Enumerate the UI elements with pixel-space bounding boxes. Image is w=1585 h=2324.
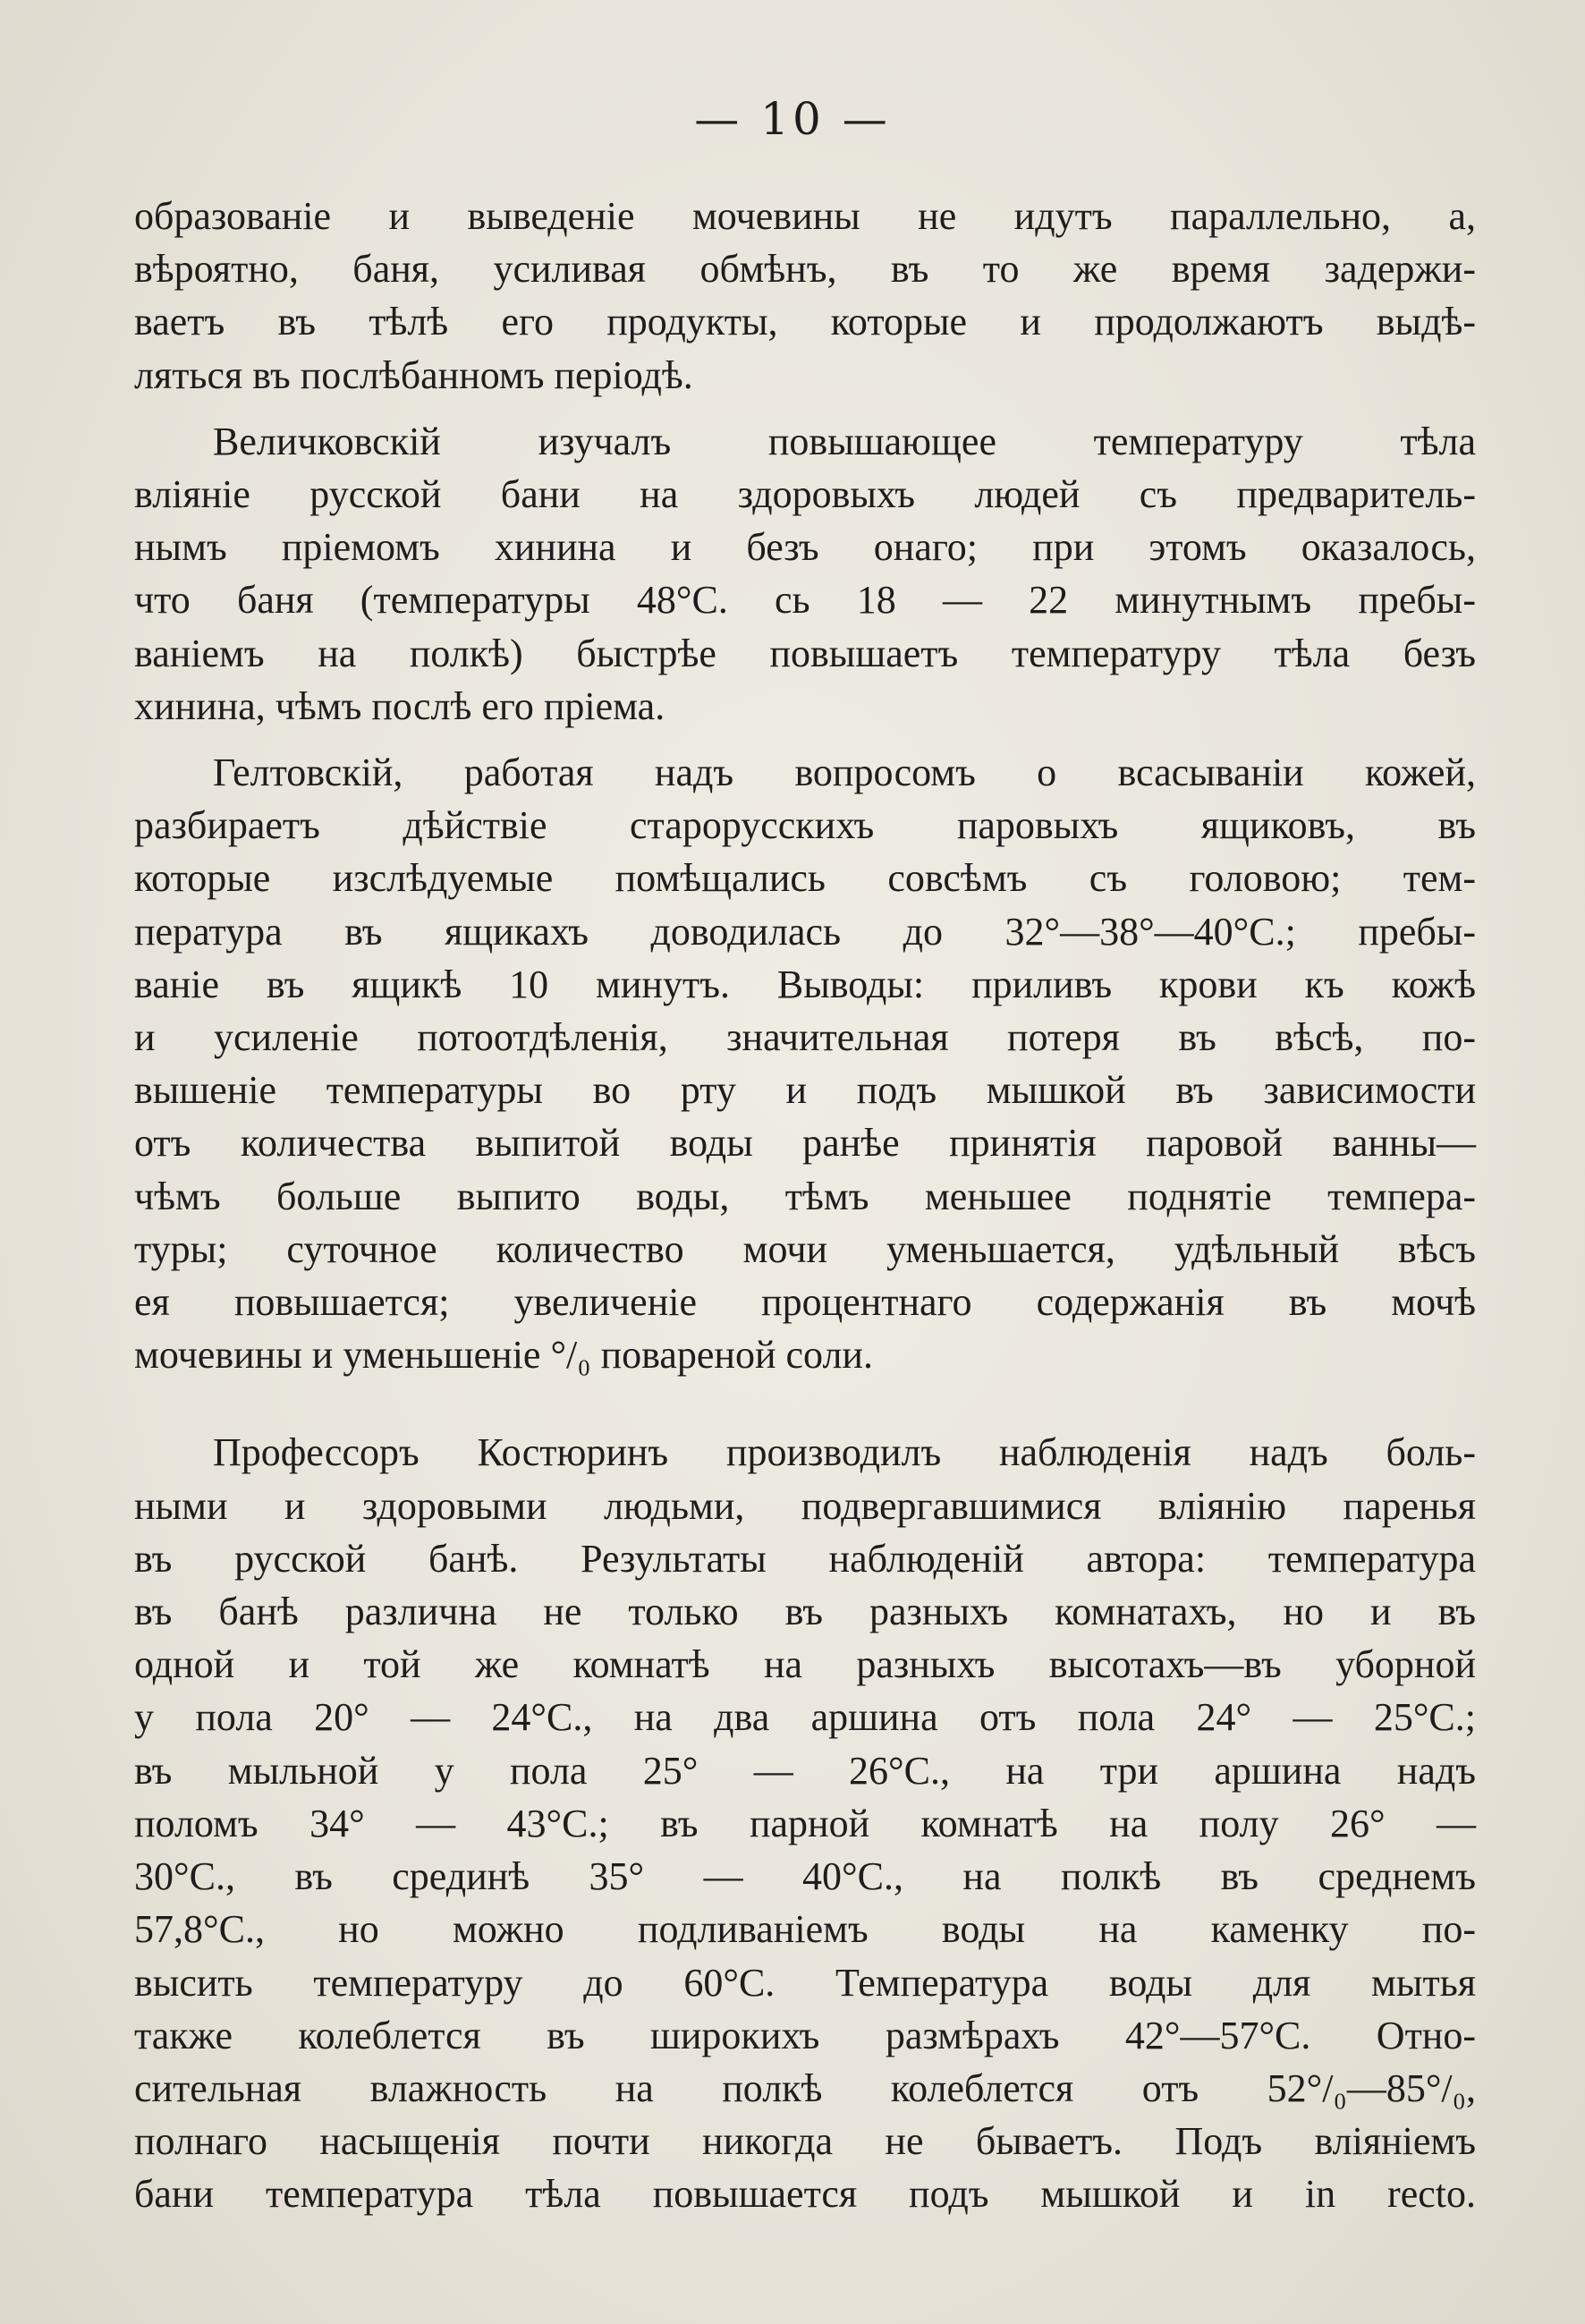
text-line: Гелтовскій, работая надъ вопросомъ о всасываніи кожей, (213, 751, 1476, 795)
text-line: ея повышается; увеличеніе процентнаго содержанія въ мочѣ (134, 1280, 1476, 1325)
text-line: и усиленіе потоотдѣленія, значительная потеря въ вѣсѣ, по- (134, 1015, 1476, 1060)
text-line: поломъ 34° — 43°С.; въ парной комнатѣ на полу 26° — (134, 1801, 1476, 1845)
text-line: хинина, чѣмъ послѣ его пріема. (134, 683, 665, 728)
page-body (134, 190, 1476, 2221)
text-line: которые изслѣдуемые помѣщались совсѣмъ съ головою; тем- (134, 856, 1476, 901)
text-line: бани температура тѣла повышается подъ мышкой и in recto. (134, 2172, 1476, 2217)
text-line: сительная влажность на полкѣ колеблется отъ 52°/₀—85°/₀, (134, 2065, 1476, 2110)
text-line: вѣроятно, баня, усиливая обмѣнъ, въ то же время задержи- (134, 247, 1476, 292)
text-line: одной и той же комнатѣ на разныхъ высотахъ—въ уборной (134, 1642, 1476, 1687)
page-number: — 10 — (694, 93, 891, 145)
text-line: полнаго насыщенія почти никогда не бываетъ. Подъ вліяніемъ (134, 2119, 1476, 2164)
text-line: туры; суточное количество мочи уменьшается, удѣльный вѣсъ (134, 1226, 1476, 1271)
text-line: ными и здоровыми людьми, подвергавшимися вліянію паренья (134, 1483, 1476, 1528)
text-line: высить температуру до 60°С. Температура воды для мытья (134, 1960, 1476, 2005)
text-line: Величковскій изучалъ повышающее температуру тѣла (213, 419, 1476, 463)
text-line: образованіе и выведеніе мочевины не идутъ параллельно, а, (134, 194, 1476, 238)
text-line: вышеніе температуры во рту и подъ мышкой въ зависимости (134, 1068, 1476, 1113)
text-line: что баня (температуры 48°С. сь 18 — 22 минутнымъ пребы- (134, 578, 1476, 623)
text-line: ляться въ послѣбанномъ періодѣ. (134, 352, 693, 397)
text-line: разбираетъ дѣйствіе старорусскихъ паровыхъ ящиковъ, въ (134, 803, 1476, 848)
paragraph-3 (134, 746, 1476, 1381)
text-line: ваетъ въ тѣлѣ его продукты, которые и продолжаютъ выдѣ- (134, 300, 1476, 344)
text-line: ваніемъ на полкѣ) быстрѣе повышаетъ температуру тѣла безъ (134, 631, 1476, 675)
paragraph-gap (134, 402, 1476, 415)
text-line: Профессоръ Костюринъ производилъ наблюденія надъ боль- (213, 1430, 1476, 1475)
text-line: отъ количества выпитой воды ранѣе принятія паровой ванны— (134, 1121, 1476, 1166)
paragraph-2 (134, 415, 1476, 733)
paragraph-4 (134, 1426, 1476, 2220)
text-line: мочевины и уменьшеніе °/₀ повареной соли. (134, 1333, 873, 1378)
paragraph-gap (134, 733, 1476, 746)
text-line: 30°С., въ срединѣ 35° — 40°С., на полкѣ въ среднемъ (134, 1854, 1476, 1899)
text-line: въ мыльной у пола 25° — 26°С., на три аршина надъ (134, 1748, 1476, 1793)
text-line: въ банѣ различна не только въ разныхъ комнатахъ, но и въ (134, 1590, 1476, 1634)
text-line: у пола 20° — 24°С., на два аршина отъ пола 24° — 25°С.; (134, 1695, 1476, 1740)
text-line: 57,8°С., но можно подливаніемъ воды на каменку по- (134, 1907, 1476, 1952)
text-line: ваніе въ ящикѣ 10 минутъ. Выводы: приливъ крови къ кожѣ (134, 962, 1476, 1006)
paragraph-gap (134, 1381, 1476, 1426)
text-line: вліяніе русской бани на здоровыхъ людей съ предваритель- (134, 472, 1476, 517)
text-line: чѣмъ больше выпито воды, тѣмъ меньшее поднятіе темпера- (134, 1174, 1476, 1218)
text-line: нымъ пріемомъ хинина и безъ онаго; при этомъ оказалось, (134, 525, 1476, 570)
text-line: также колеблется въ широкихъ размѣрахъ 42°—57°С. Отно- (134, 2013, 1476, 2057)
paragraph-1 (134, 190, 1476, 402)
text-line: пература въ ящикахъ доводилась до 32°—38°—40°С.; пребы- (134, 909, 1476, 954)
text-line: въ русской банѣ. Результаты наблюденій автора: температура (134, 1536, 1476, 1581)
